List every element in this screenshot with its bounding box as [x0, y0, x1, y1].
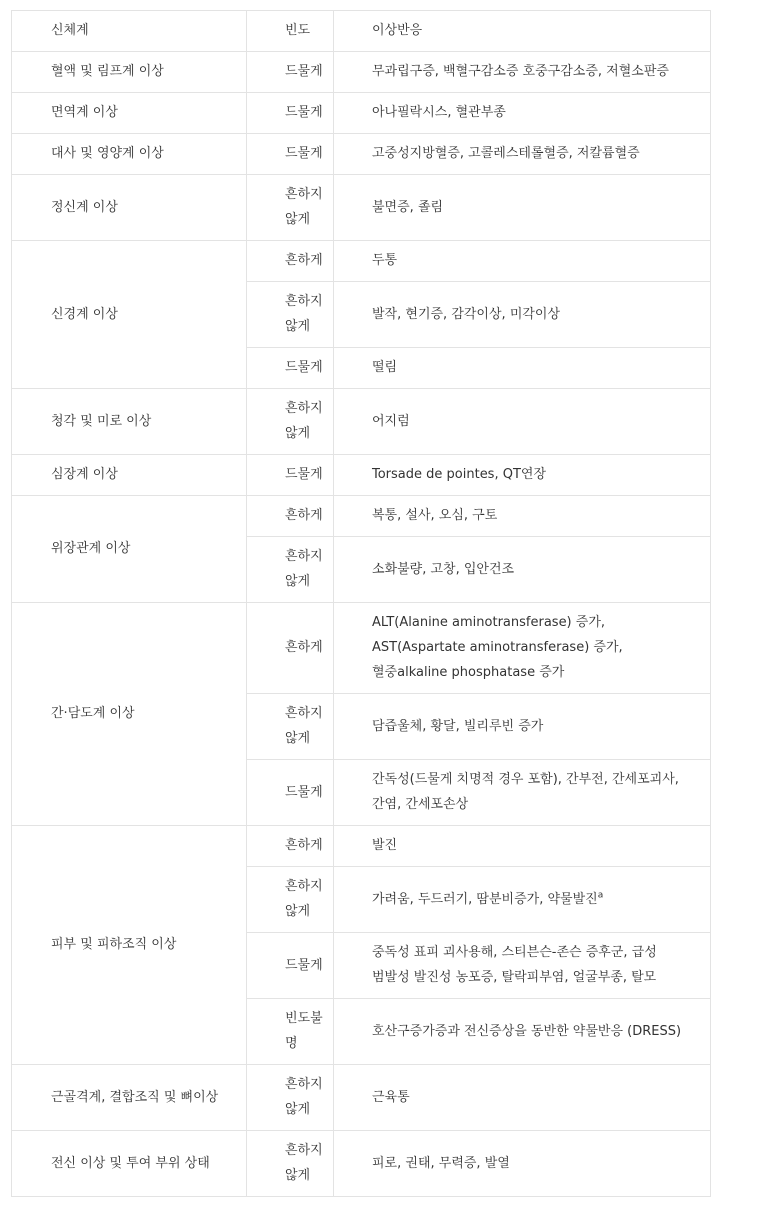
frequency-text: 드물게 — [285, 957, 323, 973]
frequency-cell — [247, 93, 334, 134]
reaction-cell — [334, 175, 711, 241]
reaction-text: 소화불량, 고창, 입안건조 — [372, 561, 515, 577]
frequency-cell — [247, 175, 334, 241]
frequency-text: 흔하지 않게 — [285, 401, 323, 441]
reaction-text: 불면증, 졸림 — [372, 199, 444, 215]
frequency-text: 흔하지 않게 — [285, 294, 323, 334]
reaction-text: 중독성 표피 괴사용해, 스티븐슨-존슨 증후군, 급성 범발성 발진성 농포증, 탈락피부염, 얼굴부종, 탈모 — [372, 945, 657, 985]
reaction-text: 떨림 — [372, 360, 398, 375]
table-row — [12, 389, 711, 455]
header-frequency: 빈도 — [247, 11, 334, 52]
frequency-text: 흔하지 않게 — [285, 1077, 323, 1117]
reaction-cell — [334, 348, 711, 389]
reaction-cell — [334, 241, 711, 282]
reaction-text: ALT(Alanine aminotransferase) 증가, AST(Aspartate aminotransferase) 증가, 혈중alkaline phosphatase 증가 — [372, 615, 623, 680]
reaction-cell — [334, 826, 711, 867]
system-cell: 위장관계 이상 — [12, 496, 247, 603]
frequency-text: 흔하지 않게 — [285, 1143, 323, 1183]
frequency-text: 드물게 — [285, 467, 323, 482]
reaction-text: 복통, 설사, 오심, 구토 — [372, 508, 498, 523]
frequency-cell — [247, 537, 334, 603]
reaction-text: 두통 — [372, 253, 398, 268]
frequency-text: 흔하지 않게 — [285, 879, 323, 919]
frequency-cell — [247, 603, 334, 694]
reaction-text: 호산구증가증과 전신증상을 동반한 약물반응 (DRESS) — [372, 1023, 682, 1039]
reaction-text: 어지럼 — [372, 413, 410, 429]
frequency-text: 드물게 — [285, 784, 323, 800]
frequency-cell — [247, 52, 334, 93]
reaction-cell — [334, 999, 711, 1065]
frequency-cell — [247, 134, 334, 175]
header-reaction: 이상반응 — [334, 11, 711, 52]
frequency-cell — [247, 1065, 334, 1131]
table-body — [12, 11, 711, 1197]
frequency-cell — [247, 389, 334, 455]
frequency-cell — [247, 241, 334, 282]
frequency-cell — [247, 760, 334, 826]
footnote-marker: a — [597, 890, 604, 901]
reaction-cell — [334, 496, 711, 537]
frequency-cell — [247, 826, 334, 867]
reaction-text: 고중성지방혈증, 고콜레스테롤혈증, 저칼륨혈증 — [372, 146, 640, 161]
frequency-cell — [247, 496, 334, 537]
frequency-cell — [247, 455, 334, 496]
reaction-cell — [334, 603, 711, 694]
reaction-cell — [334, 537, 711, 603]
table-row — [12, 52, 711, 93]
reaction-text: 가려움, 두드러기, 땀분비증가, 약물발진 — [372, 891, 598, 907]
reaction-cell — [334, 760, 711, 826]
reaction-text: 간독성(드물게 치명적 경우 포함), 간부전, 간세포괴사, 간염, 간세포손상 — [372, 772, 679, 812]
frequency-text: 빈도불명 — [285, 1011, 323, 1051]
header-system: 신체계 — [12, 11, 247, 52]
reaction-cell — [334, 867, 711, 933]
reaction-cell — [334, 93, 711, 134]
reaction-cell — [334, 694, 711, 760]
system-cell: 심장계 이상 — [12, 455, 247, 496]
table-row — [12, 455, 711, 496]
system-cell: 전신 이상 및 투여 부위 상태 — [12, 1131, 247, 1197]
header-row — [12, 11, 711, 52]
frequency-text: 드물게 — [285, 146, 323, 161]
reaction-cell — [334, 134, 711, 175]
reaction-text: 무과립구증, 백혈구감소증 호중구감소증, 저혈소판증 — [372, 64, 669, 79]
table-row — [12, 603, 711, 694]
system-cell: 정신계 이상 — [12, 175, 247, 241]
table-row — [12, 134, 711, 175]
reaction-cell — [334, 1131, 711, 1197]
system-cell: 대사 및 영양계 이상 — [12, 134, 247, 175]
reaction-cell — [334, 1065, 711, 1131]
frequency-cell — [247, 282, 334, 348]
system-cell: 근골격계, 결합조직 및 뼈이상 — [12, 1065, 247, 1131]
system-cell: 청각 및 미로 이상 — [12, 389, 247, 455]
frequency-text: 흔하지 않게 — [285, 187, 323, 227]
reaction-text: 담즙울체, 황달, 빌리루빈 증가 — [372, 718, 544, 734]
reaction-cell — [334, 389, 711, 455]
reaction-cell — [334, 52, 711, 93]
table-row — [12, 241, 711, 282]
frequency-text: 흔하게 — [285, 640, 323, 655]
reaction-text: 발작, 현기증, 감각이상, 미각이상 — [372, 306, 561, 322]
frequency-text: 흔하게 — [285, 838, 323, 853]
table-row — [12, 496, 711, 537]
reaction-cell — [334, 455, 711, 496]
table-row — [12, 826, 711, 867]
frequency-text: 드물게 — [285, 105, 323, 120]
frequency-text: 흔하게 — [285, 253, 323, 268]
reaction-text: Torsade de pointes, QT연장 — [372, 467, 547, 482]
frequency-text: 드물게 — [285, 64, 323, 79]
reaction-cell — [334, 933, 711, 999]
frequency-text: 드물게 — [285, 360, 323, 375]
adverse-reactions-table — [11, 10, 711, 1197]
reaction-text: 발진 — [372, 838, 398, 853]
reaction-text: 근육통 — [372, 1089, 410, 1105]
frequency-cell — [247, 694, 334, 760]
frequency-cell — [247, 933, 334, 999]
table-row — [12, 93, 711, 134]
frequency-text: 흔하게 — [285, 508, 323, 523]
system-cell: 혈액 및 림프계 이상 — [12, 52, 247, 93]
reaction-cell — [334, 282, 711, 348]
reaction-text: 피로, 권태, 무력증, 발열 — [372, 1155, 510, 1171]
frequency-cell — [247, 867, 334, 933]
reaction-text: 아나필락시스, 혈관부종 — [372, 105, 506, 120]
frequency-cell — [247, 1131, 334, 1197]
table-row — [12, 175, 711, 241]
system-cell: 면역계 이상 — [12, 93, 247, 134]
system-cell: 피부 및 피하조직 이상 — [12, 826, 247, 1065]
system-cell: 신경계 이상 — [12, 241, 247, 389]
frequency-cell — [247, 999, 334, 1065]
frequency-text: 흔하지 않게 — [285, 706, 323, 746]
table-row — [12, 1065, 711, 1131]
frequency-cell — [247, 348, 334, 389]
frequency-text: 흔하지 않게 — [285, 549, 323, 589]
table-row — [12, 1131, 711, 1197]
system-cell: 간·담도계 이상 — [12, 603, 247, 826]
